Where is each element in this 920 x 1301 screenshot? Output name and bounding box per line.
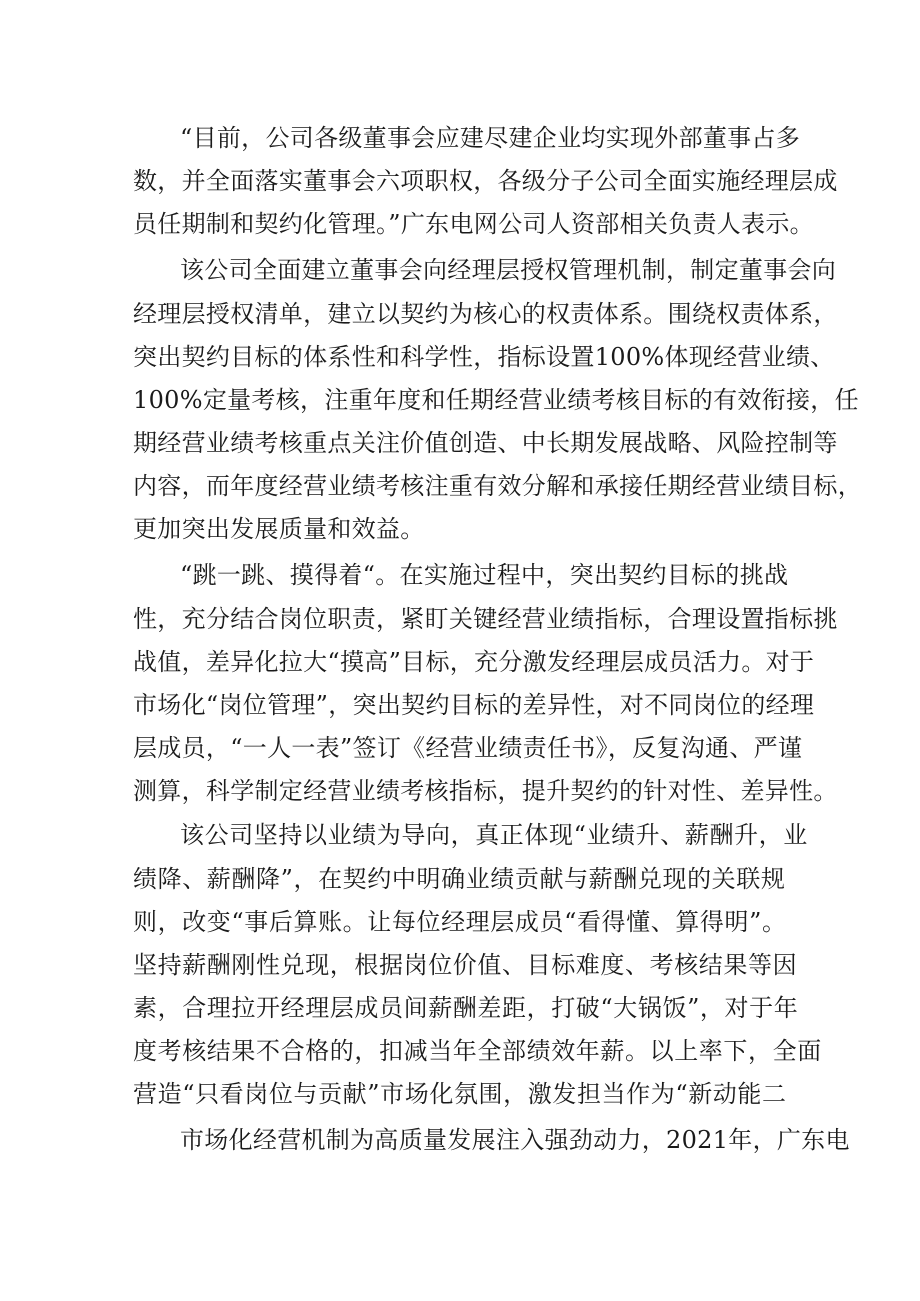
text-line: “目前，公司各级董事会应建尽建企业均实现外部董事占多 [180, 124, 801, 152]
text-line: 数，并全面落实董事会六项职权，各级分子公司全面实施经理层成 [133, 167, 838, 195]
text-line: 则，改变“事后算账。让每位经理层成员“看得懂、算得明”。 [133, 908, 787, 936]
text-line: 内容，而年度经营业绩考核注重有效分解和承接任期经营业绩目标， [133, 472, 862, 500]
text-line: 100%定量考核，注重年度和任期经营业绩考核目标的有效衔接，任 [133, 386, 859, 414]
text-line: 该公司坚持以业绩为导向，真正体现“业绩升、薪酬升，业 [180, 821, 808, 849]
text-line: 营造“只看岗位与贡献”市场化氛围，激发担当作为“新动能二 [133, 1080, 787, 1108]
text-line: 市场化“岗位管理”，突出契约目标的差异性，对不同岗位的经理 [133, 691, 815, 719]
text-line: 市场化经营机制为高质量发展注入强劲动力，2021年，广东电 [180, 1126, 850, 1154]
text-line: 层成员，“一人一表”签订《经营业绩责任书》，反复沟通、严谨 [133, 734, 803, 762]
text-line: 更加突出发展质量和效益。 [133, 515, 425, 543]
text-line: “跳一跳、摸得着“。在实施过程中，突出契约目标的挑战 [180, 561, 789, 589]
text-line: 突出契约目标的体系性和科学性，指标设置100%体现经营业绩、 [133, 343, 835, 371]
text-line: 经理层授权清单，建立以契约为核心的权责体系。围绕权责体系， [133, 300, 838, 328]
text-line: 绩降、薪酬降”，在契约中明确业绩贡献与薪酬兑现的关联规 [133, 865, 786, 893]
text-line: 性，充分结合岗位职责，紧盯关键经营业绩指标，合理设置指标挑 [133, 605, 838, 633]
text-line: 该公司全面建立董事会向经理层授权管理机制，制定董事会向 [180, 256, 837, 284]
text-line: 员任期制和契约化管理。”广东电网公司人资部相关负责人表示。 [133, 210, 814, 238]
text-line: 度考核结果不合格的，扣减当年全部绩效年薪。以上率下，全面 [133, 1037, 822, 1065]
text-line: 战值，差异化拉大“摸高”目标，充分激发经理层成员活力。对于 [133, 648, 815, 676]
text-line: 测算，科学制定经营业绩考核指标，提升契约的针对性、差异性。 [133, 777, 838, 805]
text-line: 素，合理拉开经理层成员间薪酬差距，打破“大锅饭”，对于年 [133, 994, 799, 1022]
text-line: 期经营业绩考核重点关注价值创造、中长期发展战略、风险控制等 [133, 429, 838, 457]
text-line: 坚持薪酬刚性兑现，根据岗位价值、目标难度、考核结果等因 [133, 951, 798, 979]
